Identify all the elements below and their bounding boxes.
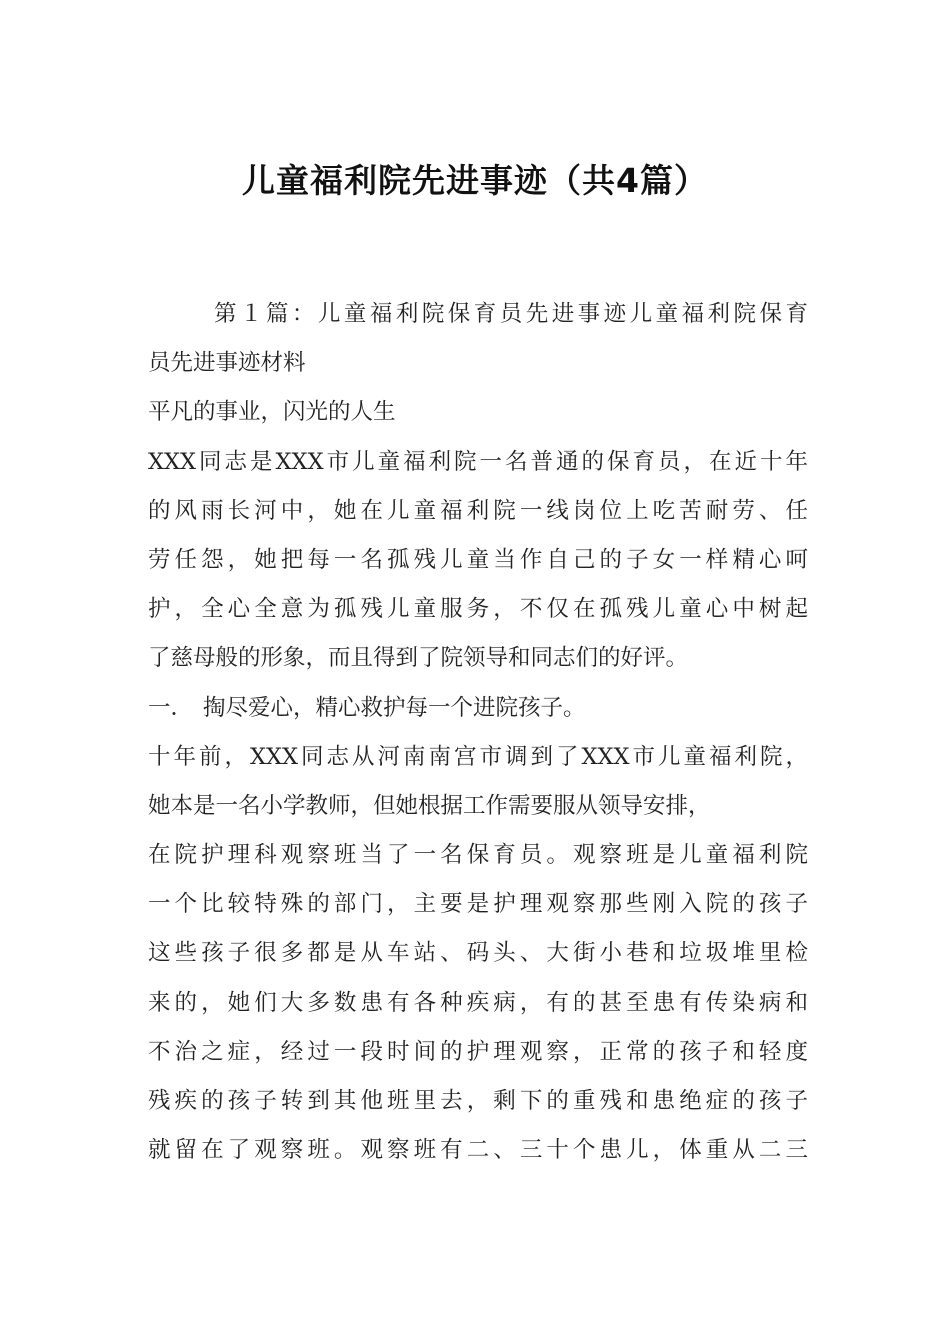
section-heading-text: 掏尽爱心，精心救护每一个进院孩子。 [203, 694, 586, 721]
paragraph-line: 第１篇：儿童福利院保育员先进事迹儿童福利院保育 [214, 301, 808, 327]
paragraph-line: 在院护理科观察班当了一名保育员。观察班是儿童福利院 [148, 842, 808, 869]
paragraph-line: 劳任怨，她把每一名孤残儿童当作自己的子女一样精心呵 [148, 546, 808, 573]
document-title: 儿童福利院先进事迹（共4篇） [242, 161, 708, 200]
paragraph-line: 不治之症，经过一段时间的护理观察，正常的孩子和轻度 [148, 1038, 808, 1065]
paragraph-line: 就留在了观察班。观察班有二、三十个患儿，体重从二三 [148, 1137, 808, 1164]
paragraph-line: 的风雨长河中，她在儿童福利院一线岗位上吃苦耐劳、任 [148, 497, 808, 524]
paragraph-line: 护，全心全意为孤残儿童服务，不仅在孤残儿童心中树起 [148, 596, 808, 623]
document-body [148, 290, 808, 1175]
paragraph-line: 了慈母般的形象，而且得到了院领导和同志们的好评。 [148, 645, 689, 672]
paragraph-line: 十年前，XXX同志从河南南宫市调到了XXX市儿童福利院， [148, 743, 808, 770]
section-heading [148, 684, 808, 733]
section-number: 一． [148, 694, 194, 721]
paragraph-line: 一个比较特殊的部门，主要是护理观察那些刚入院的孩子 [148, 891, 808, 918]
paragraph-line: 残疾的孩子转到其他班里去，剩下的重残和患绝症的孩子 [148, 1088, 808, 1114]
paragraph-line: 平凡的事业，闪光的人生 [148, 399, 396, 426]
paragraph-line: 来的，她们大多数患有各种疾病，有的甚至患有传染病和 [148, 989, 808, 1016]
paragraph-line: 她本是一名小学教师，但她根据工作需要服从领导安排， [148, 792, 711, 819]
paragraph-line: 这些孩子很多都是从车站、码头、大街小巷和垃圾堆里检 [148, 940, 808, 967]
paragraph-line: 员先进事迹材料 [148, 350, 306, 377]
paragraph-line: XXX同志是XXX市儿童福利院一名普通的保育员，在近十年 [148, 448, 808, 475]
